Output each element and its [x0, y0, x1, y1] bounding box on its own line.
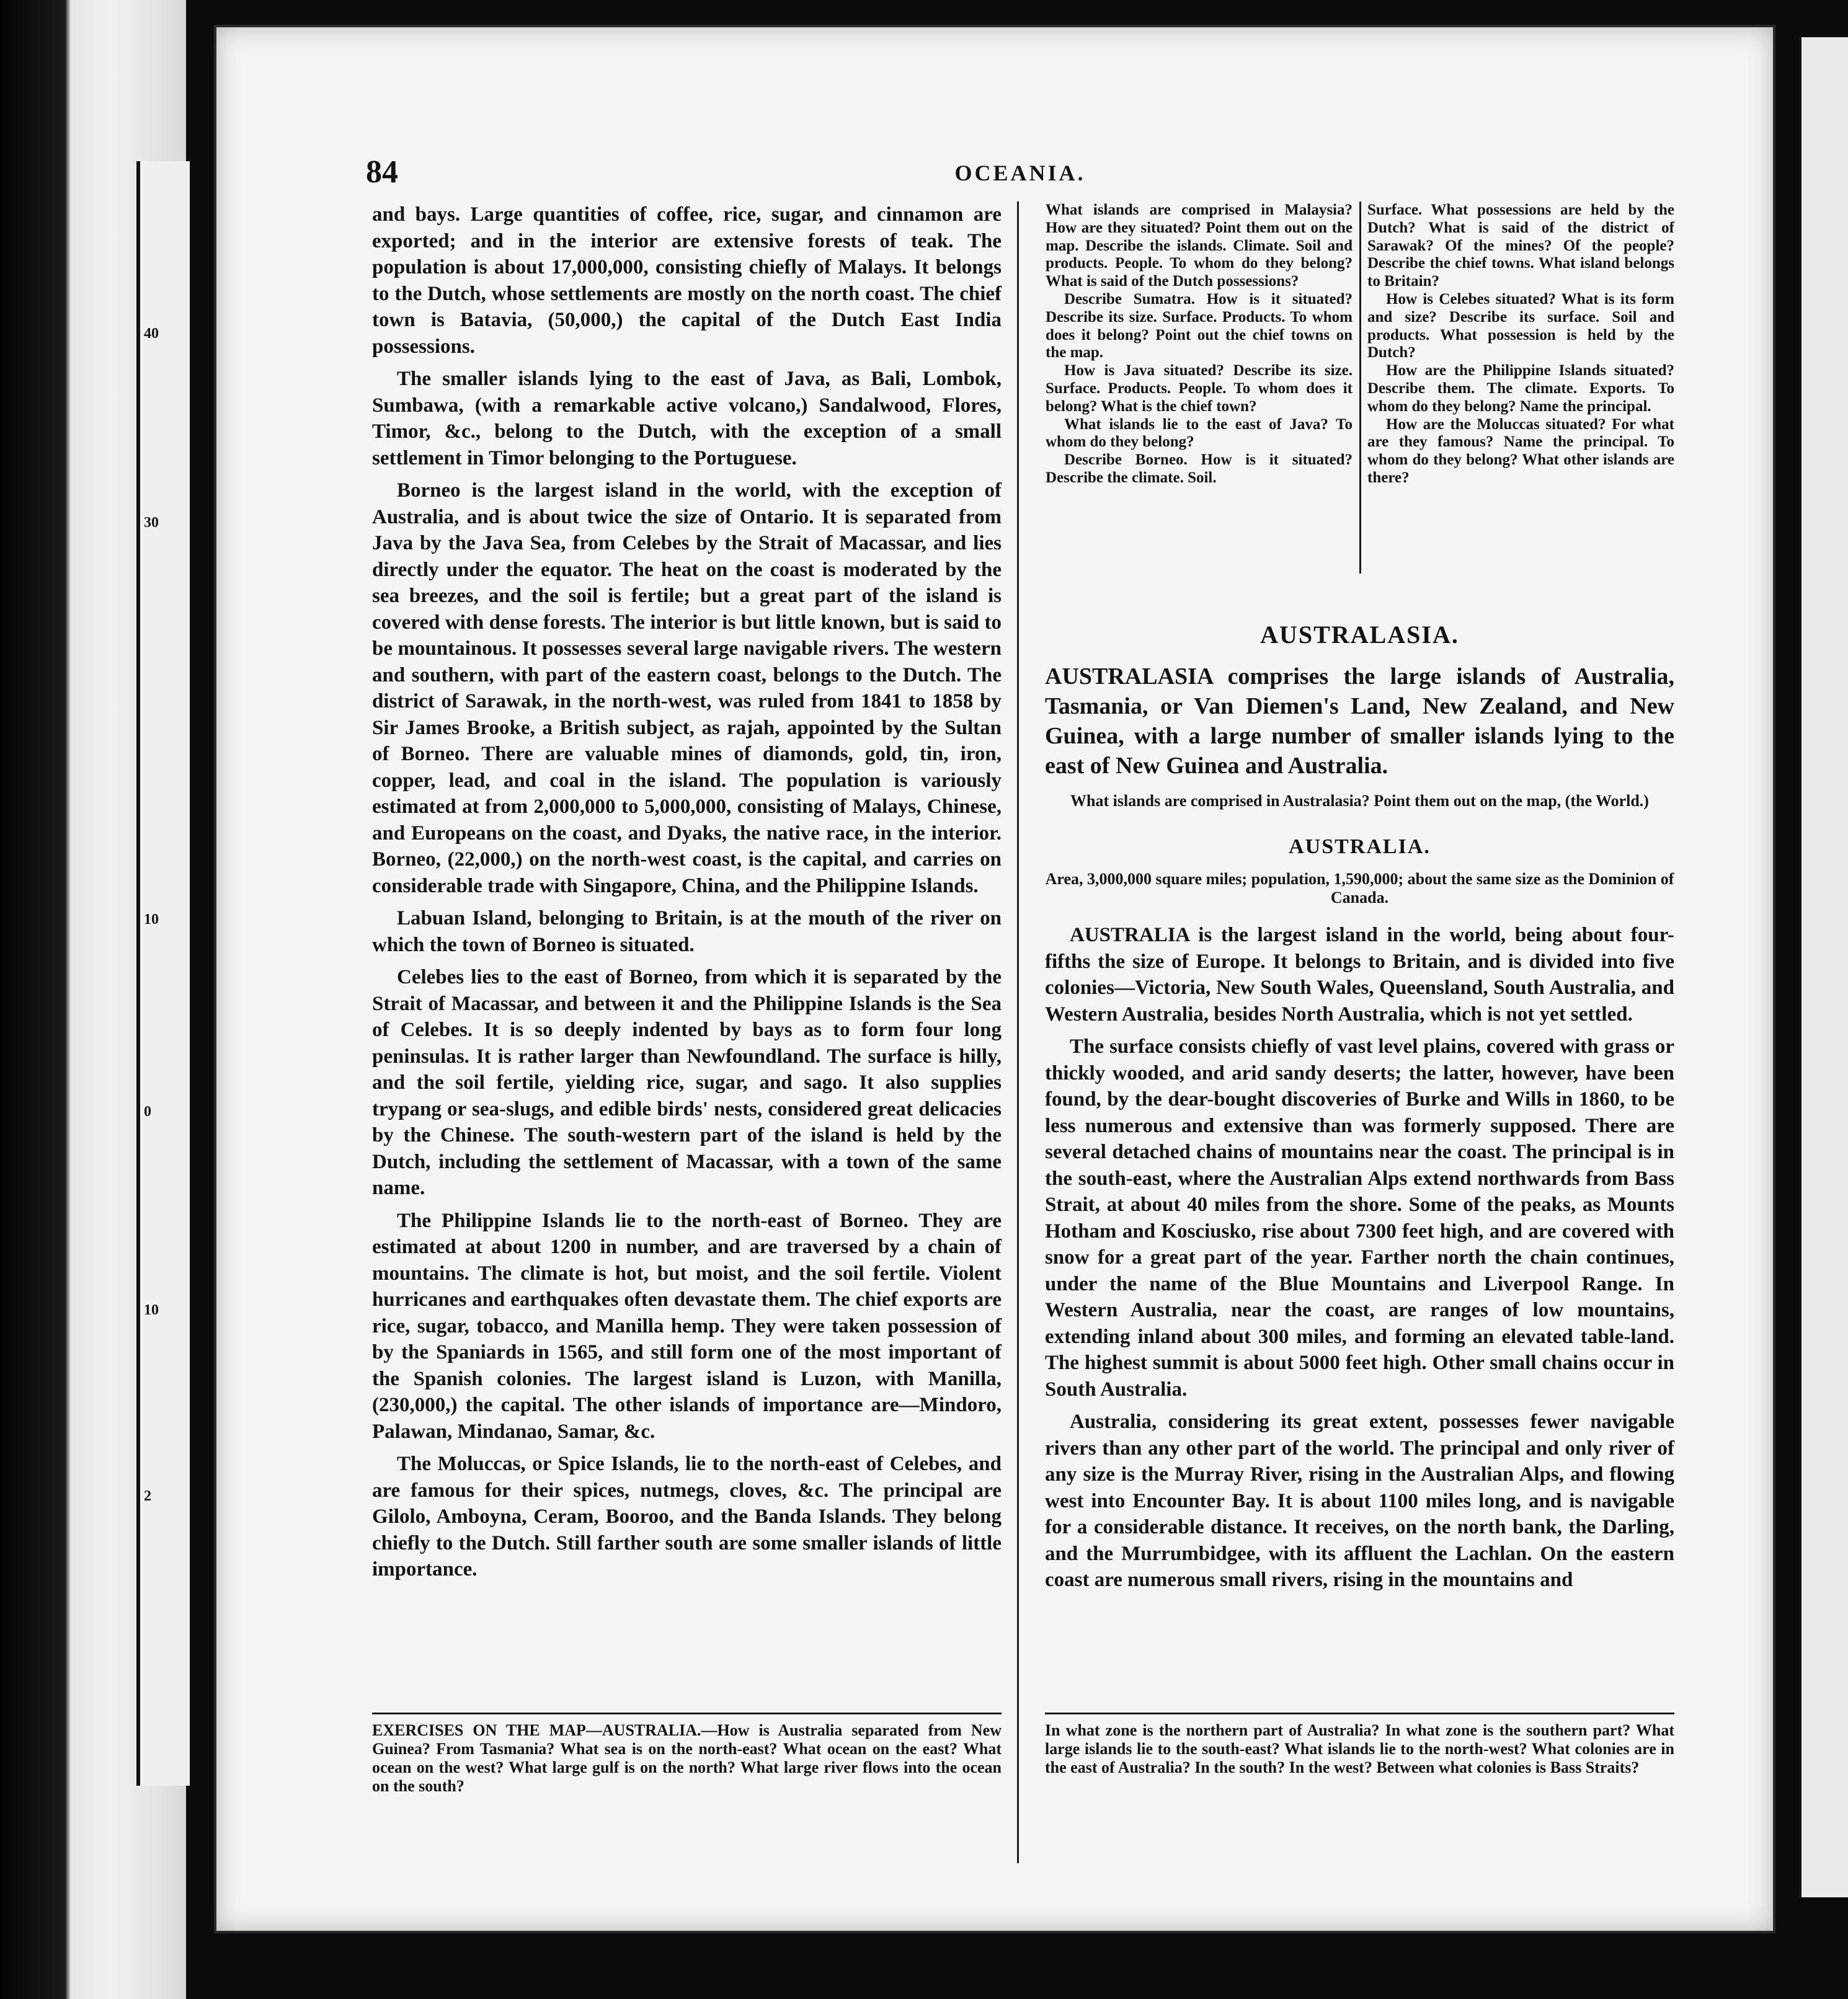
running-title: OCEANIA. [954, 161, 1086, 185]
map-exercises-footnote: EXERCISES ON THE MAP—AUSTRALIA.—How is Australia separated from New Guinea? From Tasmania? What sea is on the north-east? What ocean on the east? What ocean on the west? What large gulf is on the north? What large river flows into the ocean on the south? [372, 1721, 1002, 1795]
paragraph-australia-rivers: Australia, considering its great extent, possesses fewer navigable rivers than any other part of the world. The principal and only river of any size is the Murray River, rising in the Australian Alps, and flowing west into Encounter Bay. It is about 1100 miles long, and is navigable for a considerable distance. It receives, on the north bank, the Darling, and the Murrumbidgee, with its affluent the Lachlan. On the eastern coast are numerous small rivers, rising in the mountains and [1045, 1411, 1674, 1591]
paragraph-smaller-islands: The smaller islands lying to the east of Java, as Bali, Lombok, Sumbawa, (with a remarkable active volcano,) Sandalwood, Flores, Timor, &c., belong to the Dutch, with the exception of a small settlement in Timor belonging to the Portuguese. [372, 368, 1002, 469]
section-title-australasia: AUSTRALASIA. [1260, 621, 1459, 649]
question-paragraph: What islands are comprised in Malaysia? How are they situated? Point them out on the map. Describe the islands. Climate. Soil and products. People. To whom do they belong? What is said of the Dutch possessions? [1046, 202, 1353, 290]
australia-area-note: Area, 3,000,000 square miles; population, 1,590,000; about the same size as the Dominion of Canada. [1045, 870, 1674, 906]
question-paragraph: Describe Sumatra. How is it situated? Describe its size. Surface. Products. To whom does it belong? Point out the chief towns on the map. [1046, 290, 1353, 361]
map-exercises-footnote-continued: In what zone is the northern part of Australia? In what zone is the southern part? What large islands lie to the south-east? What islands lie to the north-west? What colonies are in the east of Australia? In the south? In the west? Between what colonies is Bass Straits? [1045, 1721, 1674, 1776]
question-paragraph: What islands lie to the east of Java? To whom do they belong? [1046, 415, 1353, 451]
page-header [366, 154, 1674, 191]
paragraph-celebes: Celebes lies to the east of Borneo, from which it is separated by the Strait of Macassar, and between it and the Philippine Islands is the Sea of Celebes. It is so deeply indented by bays as to form four long peninsulas. It is rather larger than Newfoundland. The surface is hilly, and the soil fertile, yielding rice, sugar, and sago. It also supplies trypang or sea-slugs, and edible birds' nests, considered great delicacies by the Chinese. The south-western part of the island is held by the Dutch, including the settlement of Macassar, with a town of the same name. [372, 966, 1002, 1199]
paragraph-australia-overview: AUSTRALIA is the largest island in the world, being about four-fifths the size of Europe. It belongs to Britain, and is divided into five colonies—Victoria, New South Wales, Queensland, South Australia, and Western Australia, besides North Australia, which is not yet settled. [1045, 924, 1674, 1026]
question-paragraph: How is Java situated? Describe its size. Surface. Products. People. To whom does it belong? What is the chief town? [1046, 362, 1353, 415]
australasia-intro: AUSTRALASIA comprises the large islands of Australia, Tasmania, or Van Diemen's Land, New Zealand, and New Guinea, with a large number of smaller islands lying to the east of New Guinea and Australia. [1045, 663, 1674, 779]
left-column [372, 202, 1002, 1589]
question-paragraph: How are the Philippine Islands situated? Describe them. The climate. Exports. To whom do they belong? Name the principal. [1367, 362, 1674, 415]
paragraph-philippines: The Philippine Islands lie to the north-east of Borneo. They are estimated at about 1200 in number, and are traversed by a chain of mountains. The climate is hot, but moist, and the soil fertile. Violent hurricanes and earthquakes often devastate them. The chief exports are rice, sugar, tobacco, and Manilla hemp. They were taken possession of by the Spaniards in 1565, and still form one of the most important of the Spanish colonies. The largest island is Luzon, with Manilla, (230,000,) the capital. The other islands of importance are—Mindoro, Palawan, Mindanao, Samar, &c. [372, 1209, 1002, 1443]
map-latitude-label: 10 [144, 1302, 159, 1318]
paragraph-australia-surface: The surface consists chiefly of vast level plains, covered with grass or thickly wooded, and arid sandy deserts; the latter, however, have been found, by the dear-bought discoveries of Burke and Wills in 1860, to be less numerous and extensive than was formerly supposed. There are several detached chains of mountains near the coast. The principal is in the south-east, where the Australian Alps extend northwards from Bass Strait, at about 40 miles from the shore. Some of the peaks, as Mounts Hotham and Kosciusko, rise about 7300 feet high, and are covered with snow for a great part of the year. Farther north the chain continues, under the name of the Blue Mountains and Liverpool Range. In Western Australia, near the coast, are ranges of low mountains, extending inland about 300 miles, and forming an elevated table-land. The highest summit is about 5000 feet high. Other small chains occur in South Australia. [1045, 1035, 1674, 1401]
questions-divider [1359, 202, 1361, 574]
page-number: 84 [366, 154, 398, 190]
map-latitude-label: 30 [144, 515, 159, 531]
paragraph-java: and bays. Large quantities of coffee, rice, sugar, and cinnamon are exported; and in the interior are extensive forests of teak. The population is about 17,000,000, consisting chiefly of Malays. It belongs to the Dutch, whose settlements are mostly on the north coast. The chief town is Batavia, (50,000,) the capital of the Dutch East India possessions. [372, 203, 1002, 358]
questions-column-2 [1367, 202, 1674, 487]
australia-body [1045, 922, 1674, 1593]
question-paragraph: Describe Borneo. How is it situated? Describe the climate. Soil. [1046, 451, 1353, 486]
questions-column-1 [1046, 202, 1353, 487]
section-title-australia: AUSTRALIA. [1289, 835, 1431, 858]
map-latitude-label: 10 [144, 911, 159, 928]
paragraph-labuan: Labuan Island, belonging to Britain, is at the mouth of the river on which the town of Borneo is situated. [372, 907, 1002, 956]
paragraph-borneo: Borneo is the largest island in the world, with the exception of Australia, and is about twice the size of Ontario. It is separated from Java by the Java Sea, from Celebes by the Strait of Macassar, and lies directly under the equator. The heat on the coast is moderated by the sea breezes, and the soil is fertile; but a great part of the island is covered with dense forests. The interior is but little known, but is said to be mountainous. It possesses several large navigable rivers. The western and southern, with part of the eastern coast, belongs to the Dutch. The district of Sarawak, in the north-west, was ruled from 1841 to 1858 by Sir James Brooke, a British subject, as rajah, appointed by the Sultan of Borneo. There are valuable mines of diamonds, gold, tin, iron, copper, lead, and coal in the island. The population is variously estimated at from 2,000,000 to 5,000,000, consisting of Malays, Chinese, and Europeans on the coast, and Dyaks, the native race, in the interior. Borneo, (22,000,) on the north-west coast, is the capital, and carries on considerable trade with Singapore, China, and the Philippine Islands. [372, 479, 1002, 897]
map-latitude-label: 2 [144, 1488, 151, 1504]
question-paragraph: Surface. What possessions are held by the Dutch? What is said of the district of Sarawak? Of the mines? Of the people? Describe the chief towns. What island belongs to Britain? [1367, 202, 1674, 290]
margin-map-strip [136, 161, 190, 1786]
footnote-rule [1045, 1713, 1674, 1714]
next-page-edge [1786, 0, 1848, 1999]
australasia-question: What islands are comprised in Australasia? Point them out on the map, (the World.) [1070, 792, 1649, 810]
paragraph-moluccas: The Moluccas, or Spice Islands, lie to the north-east of Celebes, and are famous for their spices, nutmegs, cloves, &c. The principal are Gilolo, Amboyna, Ceram, Booroo, and the Banda Islands. They belong chiefly to the Dutch. Still farther south are some smaller islands of little importance. [372, 1453, 1002, 1580]
question-paragraph: How are the Moluccas situated? For what are they famous? Name the principal. To whom do they belong? What other islands are there? [1367, 415, 1674, 486]
map-latitude-label: 40 [144, 326, 159, 342]
footnote-rule [372, 1713, 1002, 1714]
question-paragraph: How is Celebes situated? What is its form and size? Describe its surface. Soil and products. What possession is held by the Dutch? [1367, 290, 1674, 361]
right-column [1045, 620, 1674, 1600]
column-divider [1017, 202, 1019, 1863]
map-latitude-label: 0 [144, 1104, 151, 1120]
